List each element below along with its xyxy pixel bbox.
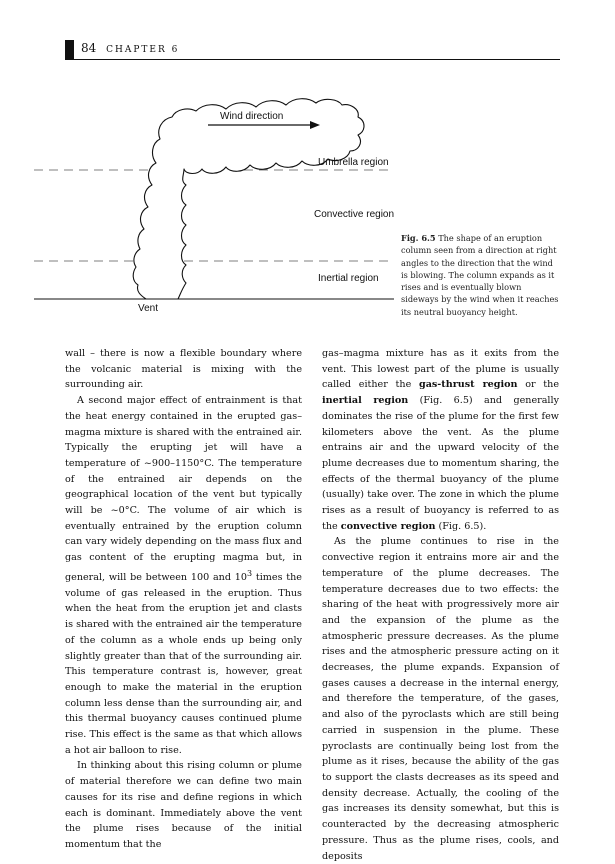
eruption-column-diagram bbox=[30, 95, 400, 320]
term-convective-region: convective region bbox=[340, 520, 436, 532]
text-run: times the volume of gas released in the eruption. Thus when the heat from the eruption jet and clasts is shared with the entrained air the temperature of the column as a whole ends up being only slightly greater than that of the surrounding air. This temperature contrast is, however, great enough to make the material in the eruption column less dense than the surrounding air, and this thermal buoyancy causes continued plume rise. This effect is the same as that which allows a hot air balloon to rise. bbox=[65, 572, 302, 756]
term-gas-thrust-region: gas-thrust region bbox=[418, 379, 518, 391]
wind-direction-label: Wind direction bbox=[220, 111, 284, 122]
paragraph bbox=[322, 346, 559, 534]
paragraph: As the plume continues to rise in the convective region it entrains more air and the temperature of the plume decreases. The temperature decreases due to two effects: the sharing of the heat with progressively more air and the expansion of the plume as the atmospheric pressure decreases. As the plume rises and the atmospheric pressure acting on it decreases, the plume expands. Expansion of gases causes a decrease in the internal energy, and therefore the temperature, of the gases, and also of the pyroclasts which are still being carried in suspension in the plume. These pyroclasts are continually being lost from the plume as it rises, because the ability of the gas to support the clasts decreases as its speed and density decrease. Actually, the cooling of the gas increases its density somewhat, but this is counteracted by the decreasing atmospheric pressure. Thus as the plume rises, cools, and deposits bbox=[322, 536, 559, 862]
header-rule bbox=[65, 59, 560, 60]
inertial-region-label: Inertial region bbox=[318, 273, 379, 284]
text-run: (Fig. 6.5) and generally dominates the rise of the plume for the first few kilometers above the vent. As the plume entrains air and the upward velocity of the plume decreases due to momentum sharing, the effects of the thermal buoyancy of the plume (usually) take over. The zone in which the plume rises as a result of buoyancy is referred to as the bbox=[322, 395, 559, 532]
paragraph bbox=[65, 393, 302, 758]
vent-label: Vent bbox=[138, 303, 159, 314]
umbrella-region-label: Umbrella region bbox=[318, 157, 389, 168]
left-column bbox=[65, 346, 302, 853]
caption-text: The shape of an eruption column seen from a direction at right angles to the direction that the wind is blowing. The column expands as it rises and is eventually blown sideways by the wind when it reaches its neutral buoyancy height. bbox=[401, 233, 559, 317]
superscript: 3 bbox=[247, 568, 253, 578]
figure-caption bbox=[401, 232, 561, 318]
caption-label: Fig. 6.5 bbox=[401, 233, 436, 243]
chapter-label: CHAPTER 6 bbox=[106, 45, 180, 55]
text-run: (Fig. 6.5). bbox=[435, 520, 487, 532]
plume-outline bbox=[133, 99, 364, 299]
convective-region-label: Convective region bbox=[314, 209, 395, 220]
text-run: gas–magma mixture has as it exits from the vent. This lowest part of the plume is usually called either the bbox=[322, 348, 559, 391]
term-inertial-region: inertial region bbox=[322, 395, 409, 407]
paragraph: wall – there is now a flexible boundary where the volcanic material is mixing with the surrounding air. bbox=[65, 348, 302, 391]
running-header bbox=[81, 41, 179, 55]
header-bar bbox=[65, 40, 74, 59]
paragraph: In thinking about this rising column or plume of material therefore we can define two main causes for its rise and define regions in which each is dominant. Immediately above the vent the plume rises because of the initial momentum that the bbox=[65, 760, 302, 850]
text-run: or the bbox=[517, 379, 559, 391]
text-run: A second major effect of entrainment is that the heat energy contained in the erupted gas–magma mixture is shared with the entrained air. Typically the erupting jet will have a temperature of ~900–1150°C. The temperature of the entrained air depends on the geographical location of the vent but typically will be ~0°C. The volume of air which is eventually entrained by the eruption column can vary widely depending on the mass flux and gas content of the erupting magma but, in general, will be between 100 and 10 bbox=[65, 395, 302, 584]
right-column bbox=[322, 346, 559, 864]
eruption-column-figure bbox=[30, 95, 400, 320]
page-number: 84 bbox=[81, 41, 97, 55]
